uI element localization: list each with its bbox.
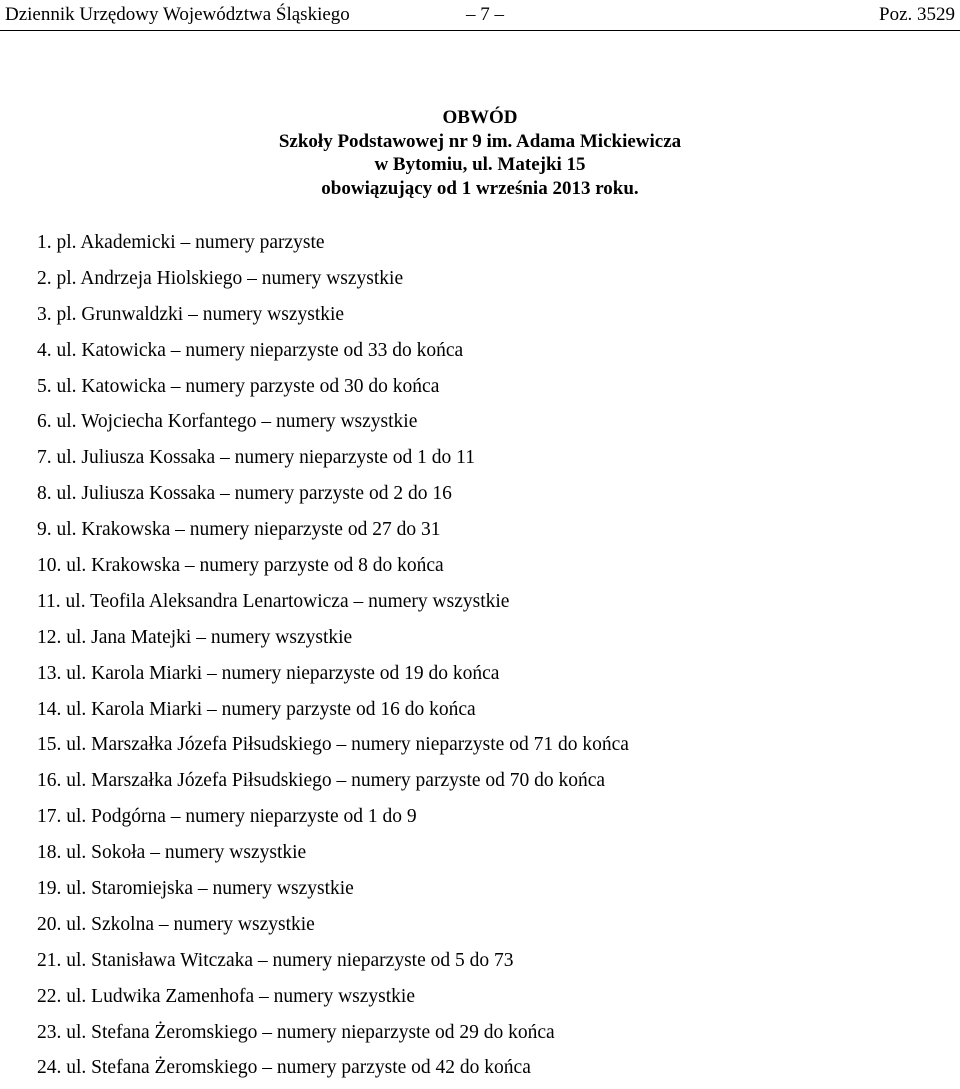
street-entry: 10. ul. Krakowska – numery parzyste od 8 do końca bbox=[37, 555, 444, 577]
street-entry: 16. ul. Marszałka Józefa Piłsudskiego – numery parzyste od 70 do końca bbox=[37, 770, 606, 792]
title-line-2: Szkoły Podstawowej nr 9 im. Adama Mickiewicza bbox=[278, 130, 682, 152]
street-entry: 23. ul. Stefana Żeromskiego – numery nieparzyste od 29 do końca bbox=[37, 1021, 555, 1043]
street-entry: 12. ul. Jana Matejki – numery wszystkie bbox=[37, 626, 353, 648]
title-line-4: obowiązujący od 1 września 2013 roku. bbox=[321, 177, 639, 199]
street-entry: 8. ul. Juliusza Kossaka – numery parzyste od 2 do 16 bbox=[37, 483, 452, 505]
street-entry: 5. ul. Katowicka – numery parzyste od 30 do końca bbox=[37, 375, 440, 397]
street-entry: 14. ul. Karola Miarki – numery parzyste od 16 do końca bbox=[37, 698, 476, 720]
street-entry: 6. ul. Wojciecha Korfantego – numery wszystkie bbox=[37, 411, 418, 433]
street-entry: 22. ul. Ludwika Zamenhofa – numery wszystkie bbox=[37, 985, 415, 1007]
running-header bbox=[0, 0, 960, 34]
street-entry: 17. ul. Podgórna – numery nieparzyste od 1 do 9 bbox=[37, 806, 417, 828]
street-entry: 9. ul. Krakowska – numery nieparzyste od 27 do 31 bbox=[37, 519, 441, 541]
street-entry: 13. ul. Karola Miarki – numery nieparzyste od 19 do końca bbox=[37, 662, 500, 684]
street-list bbox=[37, 228, 629, 1089]
street-entry: 11. ul. Teofila Aleksandra Lenartowicza – numery wszystkie bbox=[37, 590, 510, 612]
street-entry: 2. pl. Andrzeja Hiolskiego – numery wszystkie bbox=[37, 267, 404, 289]
street-entry: 20. ul. Szkolna – numery wszystkie bbox=[37, 913, 315, 935]
title-line-3: w Bytomiu, ul. Matejki 15 bbox=[374, 154, 586, 175]
street-entry: 3. pl. Grunwaldzki – numery wszystkie bbox=[37, 303, 345, 325]
street-entry: 4. ul. Katowicka – numery nieparzyste od 33 do końca bbox=[37, 339, 464, 361]
street-entry: 24. ul. Stefana Żeromskiego – numery parzyste od 42 do końca bbox=[37, 1057, 531, 1079]
position-number: Poz. 3529 bbox=[879, 4, 955, 25]
header-rule bbox=[0, 30, 960, 31]
document-title bbox=[0, 106, 960, 200]
journal-title: Dziennik Urzędowy Województwa Śląskiego bbox=[5, 4, 350, 25]
street-entry: 15. ul. Marszałka Józefa Piłsudskiego – numery nieparzyste od 71 do końca bbox=[37, 734, 629, 756]
street-entry: 1. pl. Akademicki – numery parzyste bbox=[37, 232, 325, 253]
street-entry: 18. ul. Sokoła – numery wszystkie bbox=[37, 842, 307, 864]
title-line-1: OBWÓD bbox=[442, 107, 518, 128]
street-entry: 21. ul. Stanisława Witczaka – numery nieparzyste od 5 do 73 bbox=[37, 949, 514, 971]
street-entry: 7. ul. Juliusza Kossaka – numery nieparzyste od 1 do 11 bbox=[37, 447, 475, 469]
street-entry: 19. ul. Staromiejska – numery wszystkie bbox=[37, 878, 354, 900]
page-number: – 7 – bbox=[466, 4, 504, 25]
